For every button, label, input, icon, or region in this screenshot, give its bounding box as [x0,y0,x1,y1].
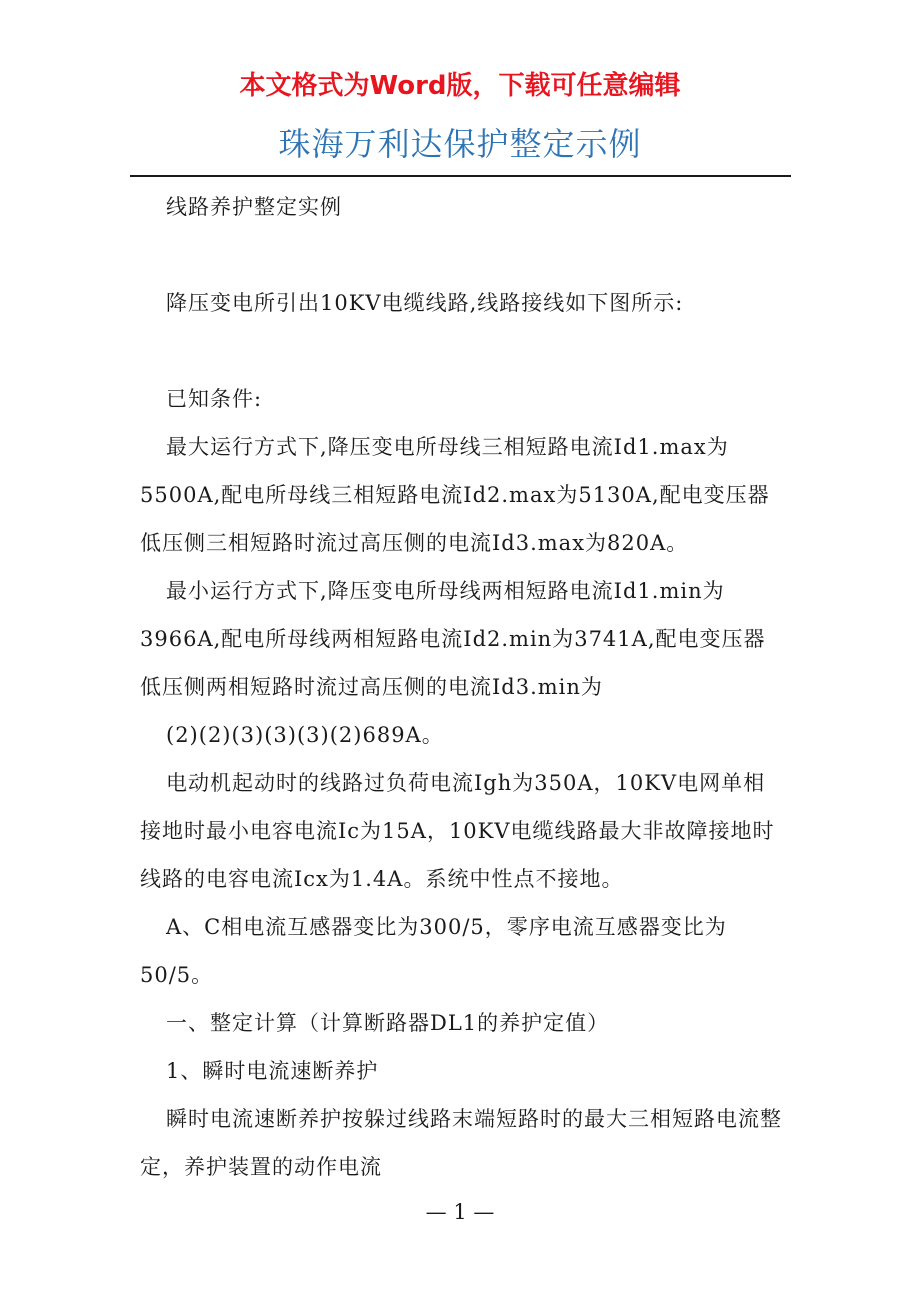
title-divider [130,175,791,177]
section-heading: 线路养护整定实例 [166,195,342,219]
superscript-residue-line: (2)(2)(3)(3)(3)(2)689A。 [166,723,444,747]
spacer [140,231,785,279]
document-title: 珠海万利达保护整定示例 [278,125,642,163]
known-conditions-label: 已知条件: [166,387,263,411]
calculation-heading: 一、整定计算（计算断路器DL1的养护定值） [166,1011,610,1035]
instant-overcurrent-heading: 1、瞬时电流速断养护 [166,1059,379,1083]
ct-ratio-paragraph: A、C相电流互感器变比为300/5，零序电流互感器变比为50/5。 [140,915,727,987]
motor-start-paragraph: 电动机起动时的线路过负荷电流Igh为350A，10KV电网单相接地时最小电容电流Ic为15A，10KV电缆线路最大非故障接地时线路的电容电流Icx为1.4A。系统中性点不接地。 [140,771,775,891]
intro-paragraph: 降压变电所引出10KV电缆线路,线路接线如下图所示: [166,291,684,315]
page-number: — 1 — [425,1200,495,1224]
max-mode-paragraph: 最大运行方式下,降压变电所母线三相短路电流Id1.max为5500A,配电所母线三相短路电流Id2.max为5130A,配电变压器低压侧三相短路时流过高压侧的电流Id3.max为820A。 [140,435,770,555]
min-mode-paragraph: 最小运行方式下,降压变电所母线两相短路电流Id1.min为3966A,配电所母线两相短路电流Id2.min为3741A,配电变压器低压侧两相短路时流过高压侧的电流Id3.min为 [140,579,766,699]
word-format-banner: 本文格式为Word版，下载可任意编辑 [239,71,681,101]
spacer [140,327,785,375]
document-body [140,183,785,1191]
instant-overcurrent-paragraph: 瞬时电流速断养护按躲过线路末端短路时的最大三相短路电流整定，养护装置的动作电流 [140,1107,782,1179]
